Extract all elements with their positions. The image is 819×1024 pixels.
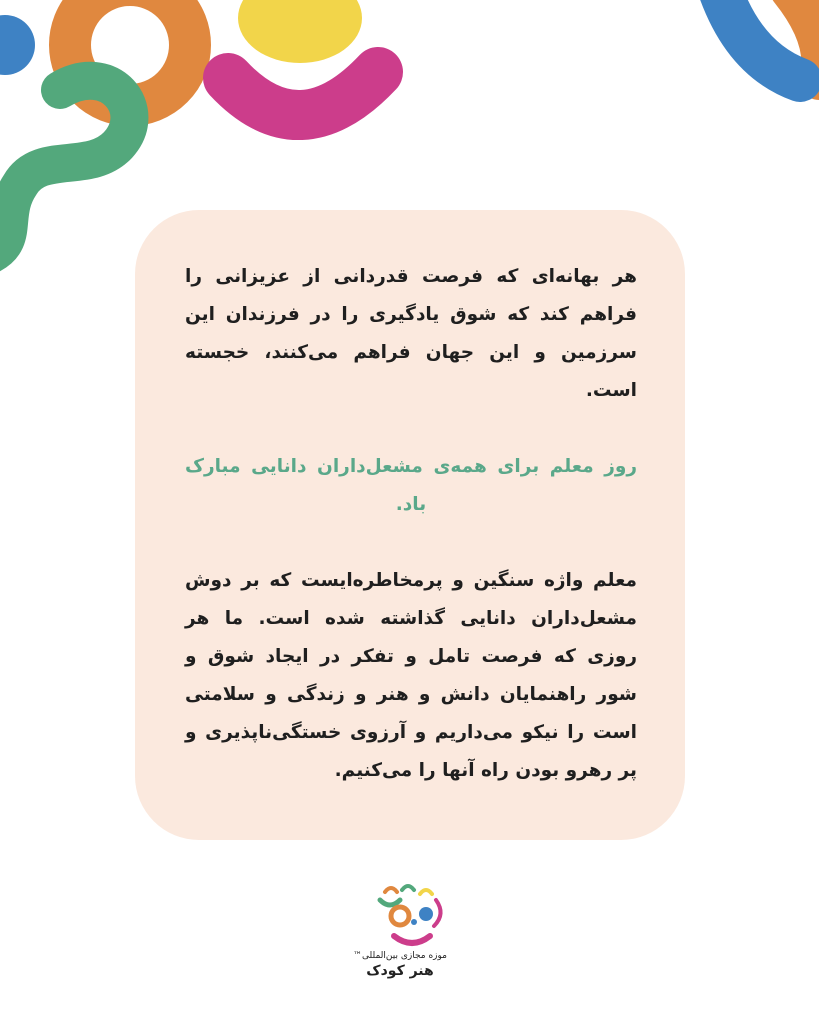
magenta-arc-shape (228, 72, 378, 115)
green-wave-shape (0, 81, 129, 255)
teacher-day-greeting: روز معلم برای همه‌ی مشعل‌داران دانایی مبارک باد. (185, 456, 637, 515)
logo-caption-line2: هنر کودک (366, 963, 434, 979)
logo-caption-line1: موزه مجازی بین‌المللی™ (353, 951, 447, 961)
yellow-blob-shape (238, 0, 362, 63)
paragraph-intro: هر بهانه‌ای که فرصت قدردانی از عزیزانی را فراهم کند که شوق یادگیری را در فرزندان این سرزمین و این جهان فراهم می‌کنند، خجسته است. (185, 266, 637, 401)
blue-blob-shape (0, 15, 35, 75)
logo-caption (320, 950, 480, 980)
paragraph-body: معلم واژه سنگین و پرمخاطره‌ایست که بر دوش مشعل‌داران دانایی گذاشته شده است. ما هر روزی که فرصت تامل و تفکر در ایجاد شوق و شور راهنمایان دانش و هنر و زندگی و سلامتی است را نیکو می‌داریم و آرزوی خستگی‌ناپذیری و پر رهرو بودن راه آنها را می‌کنیم. (185, 570, 637, 781)
message-text (185, 258, 637, 790)
